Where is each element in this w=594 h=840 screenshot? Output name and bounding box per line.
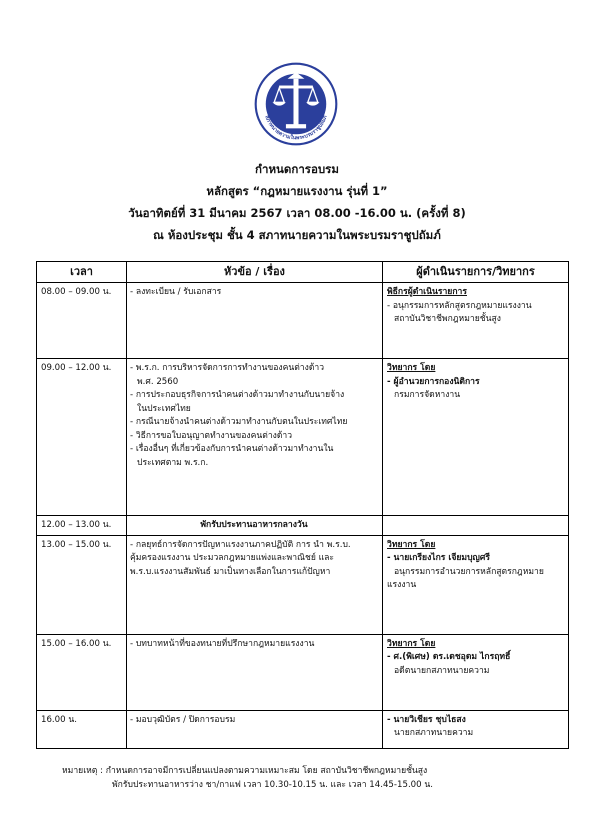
speaker-detail: อนุกรรมการอำนวยการหลักสูตรกฎหมาย: [394, 566, 544, 577]
speaker-detail: อดีตนายกสภาทนายความ: [394, 665, 490, 676]
time-cell: 09.00 – 12.00 น.: [37, 359, 127, 516]
course-title: หลักสูตร “กฎหมายแรงงาน รุ่นที่ 1”: [206, 184, 388, 198]
time-cell: 15.00 – 16.00 น.: [37, 634, 127, 710]
speaker-name: - ผู้อำนวยการกองนิติการ: [387, 376, 480, 387]
table-row: [37, 359, 569, 516]
col-header-time: เวลา: [37, 262, 127, 283]
time-cell: 08.00 – 09.00 น.: [37, 283, 127, 359]
table-row: [37, 710, 569, 748]
table-row: [37, 634, 569, 710]
speaker-heading: พิธีกรผู้ดำเนินรายการ: [387, 287, 467, 297]
topic-cell: [127, 710, 383, 748]
topic-line: พ.ร.บ.แรงงานสัมพันธ์ มาเป็นทางเลือกในการแก้ปัญหา: [130, 566, 331, 577]
col-header-speaker: ผู้ดำเนินรายการ/วิทยากร: [383, 262, 569, 283]
col-header-topic: หัวข้อ / เรื่อง: [127, 262, 383, 283]
table-row: [37, 535, 569, 634]
speaker-cell: [383, 516, 569, 536]
table-row: [37, 283, 569, 359]
topic-line: ประเทศตาม พ.ร.ก.: [137, 457, 209, 468]
speaker-detail: แรงงาน: [387, 580, 417, 590]
speaker-detail: สถาบันวิชาชีพกฎหมายชั้นสูง: [394, 314, 501, 324]
topic-line: - เรื่องอื่นๆ ที่เกี่ยวข้องกับการนำคนต่างด้าวมาทำงานใน: [130, 444, 334, 454]
svg-text:สภาทนายความในพระบรมราชูปถัมภ์: สภาทนายความในพระบรมราชูปถัมภ์: [263, 114, 329, 142]
date-time-line: วันอาทิตย์ที่ 31 มีนาคม 2567 เวลา 08.00 -16.00 น. (ครั้งที่ 8): [128, 206, 466, 220]
venue-line: ณ ห้องประชุม ชั้น 4 สภาทนายความในพระบรมราชูปถัมภ์: [153, 228, 441, 242]
topic-cell: [127, 535, 383, 634]
time-cell: 13.00 – 15.00 น.: [37, 535, 127, 634]
topic-line: - บทบาทหน้าที่ของทนายที่ปรึกษากฎหมายแรงงาน: [130, 638, 315, 649]
speaker-name: - ศ.(พิเศษ) ดร.เดชอุดม ไกรฤทธิ์: [387, 652, 511, 662]
topic-line: - พ.ร.ก. การบริหารจัดการการทำงานของคนต่างด้าว: [130, 363, 325, 373]
lunch-break-cell: พักรับประทานอาหารกลางวัน: [127, 516, 383, 536]
topic-line: - กลยุทธ์การจัดการปัญหาแรงงานภาคปฏิบัติ การ นำ พ.ร.บ.: [130, 539, 351, 550]
topic-line: - มอบวุฒิบัตร / ปิดการอบรม: [130, 714, 236, 725]
speaker-name: - นายวิเชียร ชุบไธสง: [387, 714, 466, 725]
note-label: หมายเหตุ :: [62, 766, 104, 776]
speaker-name: - นายเกรียงไกร เจียมบุญศรี: [387, 553, 490, 563]
speaker-cell: [383, 283, 569, 359]
speaker-cell: [383, 710, 569, 748]
speaker-heading: วิทยากร โดย: [387, 539, 436, 550]
topic-line: ในประเทศไทย: [137, 403, 191, 414]
lawyers-council-logo: [254, 62, 338, 146]
speaker-name: - อนุกรรมการหลักสูตรกฎหมายแรงงาน: [387, 300, 532, 311]
note-line-1: [62, 764, 433, 778]
topic-cell: [127, 283, 383, 359]
topic-line: - กรณีนายจ้างนำคนต่างด้าวมาทำงานกับตนในประเทศไทย: [130, 417, 348, 427]
topic-line: - ลงทะเบียน / รับเอกสาร: [130, 287, 222, 297]
program-label: กำหนดการอบรม: [255, 162, 339, 176]
table-header-row: [37, 262, 569, 283]
speaker-heading: วิทยากร โดย: [387, 638, 436, 649]
time-cell: 12.00 – 13.00 น.: [37, 516, 127, 536]
table-row: [37, 516, 569, 536]
speaker-detail: กรมการจัดหางาน: [394, 390, 461, 400]
speaker-cell: [383, 535, 569, 634]
speaker-heading: วิทยากร โดย: [387, 363, 436, 373]
speaker-cell: [383, 634, 569, 710]
note-text-1: กำหนดการอาจมีการเปลี่ยนแปลงตามความเหมาะสม โดย สถาบันวิชาชีพกฎหมายชั้นสูง: [105, 766, 428, 776]
topic-cell: [127, 634, 383, 710]
topic-cell: [127, 359, 383, 516]
topic-line: - การประกอบธุรกิจการนำคนต่างด้าวมาทำงานกับนายจ้าง: [130, 390, 345, 400]
time-cell: 16.00 น.: [37, 710, 127, 748]
topic-line: พ.ศ. 2560: [137, 376, 179, 387]
schedule-table: [36, 261, 569, 749]
footnotes: [62, 764, 433, 792]
speaker-detail: นายกสภาทนายความ: [394, 728, 474, 738]
note-text-2: พักรับประทานอาหารว่าง ชา/กาแฟ เวลา 10.30-10.15 น. และ เวลา 14.45-15.00 น.: [112, 780, 433, 790]
topic-line: คุ้มครองแรงงาน ประมวลกฎหมายแพ่งและพาณิชย์ และ: [130, 553, 335, 563]
speaker-cell: [383, 359, 569, 516]
topic-line: - วิธีการขอใบอนุญาตทำงานของคนต่างด้าว: [130, 430, 293, 441]
